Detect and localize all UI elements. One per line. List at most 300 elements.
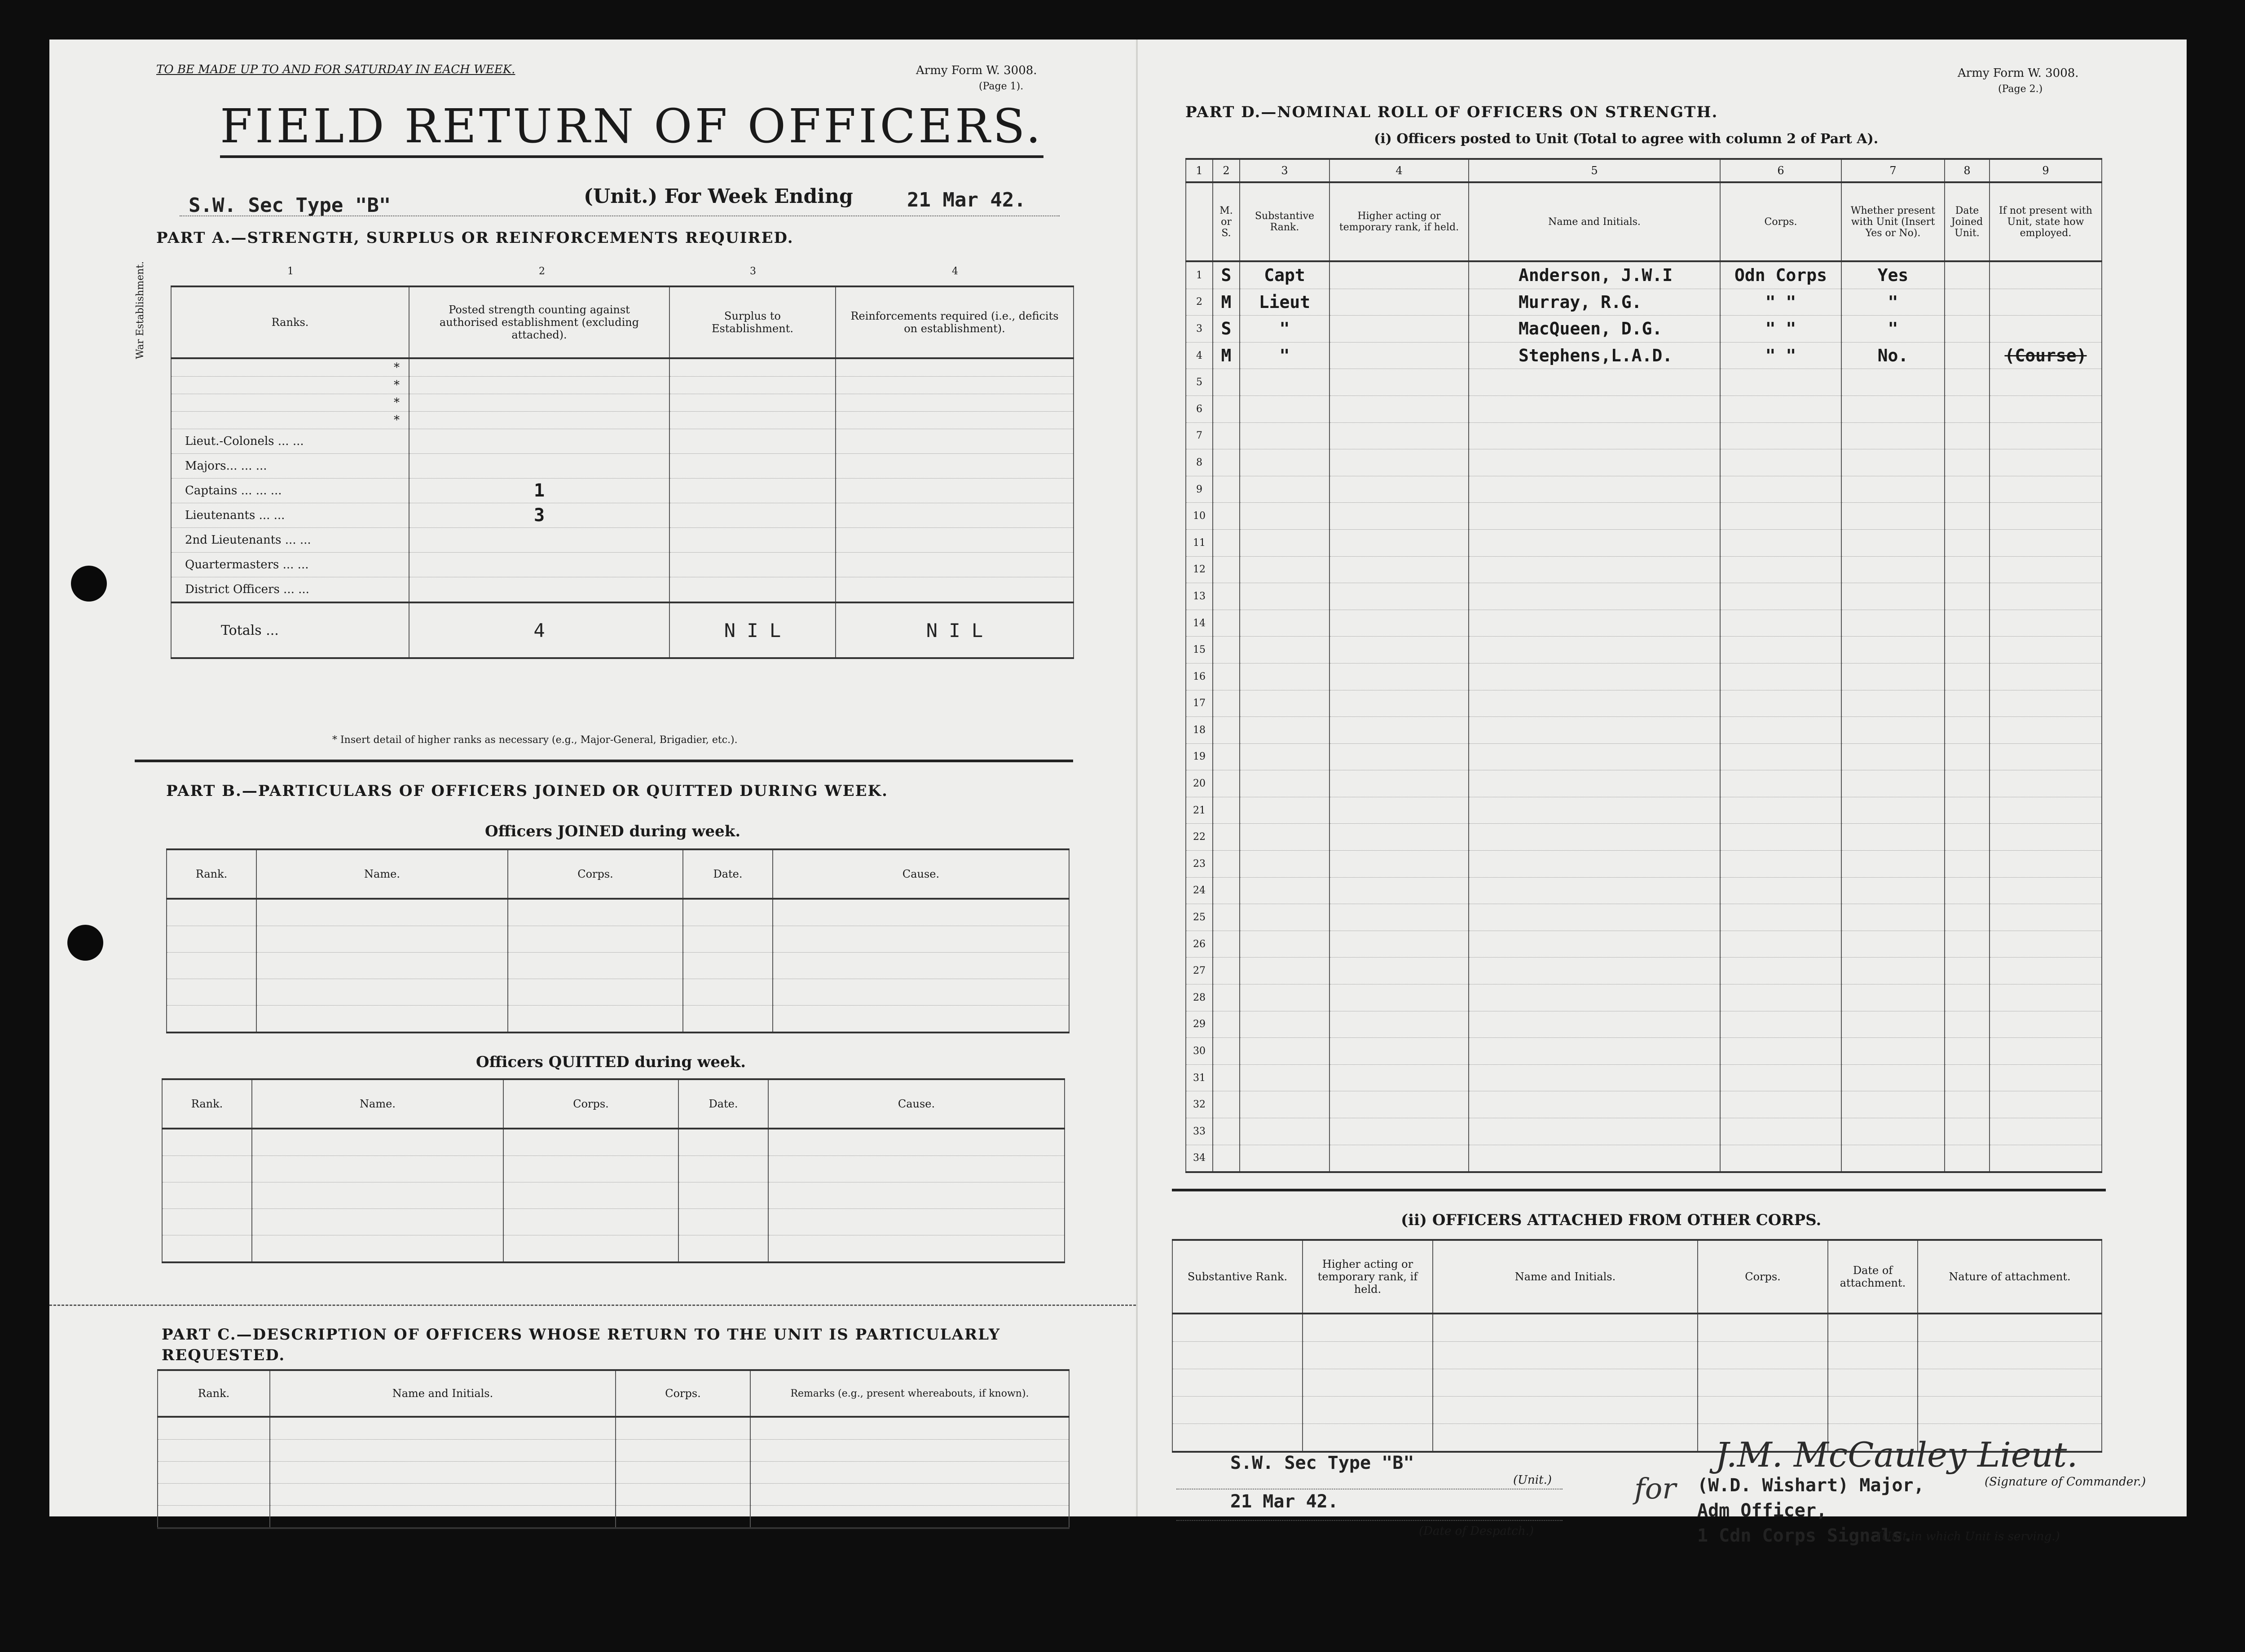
roll-cell-employed <box>1990 316 2102 343</box>
roll-cell-present <box>1841 717 1945 744</box>
form-number: Army Form W. 3008. <box>916 64 1037 77</box>
roll-cell-corps <box>1720 449 1841 476</box>
roll-cell-higher-rank <box>1329 1145 1469 1172</box>
part-c-cell <box>616 1506 750 1529</box>
roll-cell-rank <box>1240 449 1329 476</box>
footer-date-value: 21 Mar 42. <box>1230 1491 1338 1512</box>
nominal-roll-row <box>1186 316 2102 343</box>
part-a-row <box>171 479 1074 503</box>
roll-cell-name <box>1469 958 1720 984</box>
attached-cell <box>1698 1314 1828 1342</box>
rank-label: Captains ... ... ... <box>171 479 409 503</box>
attached-cell <box>1433 1397 1698 1424</box>
nominal-roll-row <box>1186 851 2102 878</box>
reinforcement-cell <box>836 577 1074 603</box>
attached-row <box>1172 1369 2102 1397</box>
roll-cell-corps <box>1720 369 1841 396</box>
roll-cell-rank <box>1240 395 1329 422</box>
surplus-cell <box>669 577 836 603</box>
part-c-cell <box>270 1484 616 1506</box>
roll-cell-higher-rank <box>1329 556 1469 583</box>
roll-cell-rank <box>1240 1118 1329 1145</box>
roll-cell-employed: (Course) <box>1990 342 2102 369</box>
roll-cell-rank <box>1240 369 1329 396</box>
roll-cell-rank <box>1240 743 1329 770</box>
attached-cell <box>1303 1342 1433 1369</box>
roll-cell-present <box>1841 369 1945 396</box>
quitted-row <box>162 1209 1065 1235</box>
reinforcement-cell <box>836 394 1074 412</box>
roll-cell-corps: " " <box>1720 342 1841 369</box>
roll-cell-rank <box>1240 503 1329 530</box>
roll-cell-corps <box>1720 690 1841 717</box>
roll-cell-corps <box>1720 503 1841 530</box>
roll-cell-date <box>1945 529 1990 556</box>
roll-cell-date <box>1945 289 1990 316</box>
joined-cell <box>508 953 683 979</box>
roll-cell-employed <box>1990 1064 2102 1091</box>
unit-label: (Unit.) For Week Ending <box>584 185 853 208</box>
part-c-row <box>158 1417 1069 1440</box>
quitted-cell <box>252 1182 503 1209</box>
roll-cell-present <box>1841 931 1945 958</box>
roll-cell-higher-rank <box>1329 1064 1469 1091</box>
row-number: 5 <box>1186 369 1213 396</box>
roll-cell-date <box>1945 851 1990 878</box>
quitted-cell <box>162 1156 252 1182</box>
roll-cell-employed <box>1990 395 2102 422</box>
roll-cell-present: Yes <box>1841 261 1945 289</box>
roll-cell-date <box>1945 1064 1990 1091</box>
roll-cell-employed <box>1990 851 2102 878</box>
part-c-cell <box>616 1417 750 1440</box>
joined-cell <box>167 1006 256 1033</box>
part-c-cell <box>270 1462 616 1484</box>
nominal-roll-row <box>1186 556 2102 583</box>
nominal-roll-row <box>1186 1064 2102 1091</box>
part-c-cell <box>750 1484 1069 1506</box>
row-number: 6 <box>1186 395 1213 422</box>
roll-cell-employed <box>1990 690 2102 717</box>
part-c-cell <box>750 1462 1069 1484</box>
roll-cell-present <box>1841 797 1945 824</box>
quitted-cell <box>503 1129 678 1156</box>
rank-label: District Officers ... ... <box>171 577 409 603</box>
reinforcement-cell <box>836 528 1074 553</box>
roll-cell-corps <box>1720 1145 1841 1172</box>
attached-cell <box>1303 1397 1433 1424</box>
row-number: 20 <box>1186 770 1213 797</box>
roll-cell-name <box>1469 637 1720 663</box>
attached-table <box>1172 1239 2102 1453</box>
nominal-roll-row <box>1186 476 2102 503</box>
row-number: 26 <box>1186 931 1213 958</box>
footer-date-label: (Date of Despatch.) <box>1419 1525 1534 1538</box>
part-c-cell <box>270 1506 616 1529</box>
roll-cell-present <box>1841 1064 1945 1091</box>
quitted-header-rank: Rank. <box>162 1079 252 1129</box>
roll-cell-higher-rank <box>1329 877 1469 904</box>
roll-cell-higher-rank <box>1329 690 1469 717</box>
part-a-row <box>171 577 1074 603</box>
roll-cell-ms <box>1213 369 1240 396</box>
roll-cell-corps <box>1720 743 1841 770</box>
nominal-roll-row <box>1186 289 2102 316</box>
roll-cell-higher-rank <box>1329 395 1469 422</box>
row-number: 18 <box>1186 717 1213 744</box>
part-a-row <box>171 503 1074 528</box>
attached-cell <box>1828 1369 1918 1397</box>
roll-cell-rank <box>1240 583 1329 610</box>
quitted-header-cause: Cause. <box>768 1079 1065 1129</box>
roll-cell-corps <box>1720 984 1841 1011</box>
commander-line-1: (W.D. Wishart) Major, <box>1697 1475 1924 1496</box>
roll-cell-higher-rank <box>1329 743 1469 770</box>
nominal-roll-row <box>1186 1091 2102 1118</box>
roll-cell-higher-rank <box>1329 1038 1469 1065</box>
roll-cell-date <box>1945 743 1990 770</box>
quitted-cell <box>162 1129 252 1156</box>
roll-cell-present <box>1841 743 1945 770</box>
roll-cell-date <box>1945 369 1990 396</box>
totals-surplus: N I L <box>669 602 836 658</box>
roll-cell-higher-rank <box>1329 476 1469 503</box>
roll-cell-date <box>1945 770 1990 797</box>
commander-line-3: 1 Cdn Corps Signals. <box>1697 1525 1914 1546</box>
roll-cell-ms <box>1213 556 1240 583</box>
quitted-cell <box>678 1235 768 1263</box>
joined-row <box>167 979 1069 1006</box>
attached-cell <box>1172 1397 1303 1424</box>
roll-cell-higher-rank <box>1329 583 1469 610</box>
roll-cell-present <box>1841 1091 1945 1118</box>
roll-cell-date <box>1945 1011 1990 1038</box>
part-c-header-corps: Corps. <box>616 1370 750 1417</box>
row-number: 30 <box>1186 1038 1213 1065</box>
roll-cell-rank <box>1240 797 1329 824</box>
nominal-roll-row <box>1186 1118 2102 1145</box>
attached-cell <box>1698 1369 1828 1397</box>
attached-cell <box>1172 1369 1303 1397</box>
attached-cell <box>1828 1342 1918 1369</box>
roll-cell-name <box>1469 851 1720 878</box>
joined-cell <box>683 953 773 979</box>
roll-cell-date <box>1945 663 1990 690</box>
rank-label: * <box>171 377 409 394</box>
footer-date-line <box>1176 1520 1563 1521</box>
roll-cell-corps <box>1720 422 1841 449</box>
roll-cell-corps <box>1720 931 1841 958</box>
roll-cell-name <box>1469 1118 1720 1145</box>
part-c-header-remarks: Remarks (e.g., present whereabouts, if known). <box>750 1370 1069 1417</box>
unit-line <box>180 215 1060 216</box>
roll-cell-higher-rank <box>1329 449 1469 476</box>
attached-cell <box>1303 1424 1433 1452</box>
part-c-header-name: Name and Initials. <box>270 1370 616 1417</box>
roll-cell-name <box>1469 931 1720 958</box>
quitted-header-date: Date. <box>678 1079 768 1129</box>
attached-row <box>1172 1342 2102 1369</box>
part-d-colnum: 5 <box>1469 159 1720 182</box>
roll-cell-higher-rank <box>1329 1118 1469 1145</box>
posted-value <box>409 528 669 553</box>
roll-cell-present <box>1841 770 1945 797</box>
roll-cell-higher-rank <box>1329 663 1469 690</box>
roll-cell-corps: " " <box>1720 316 1841 343</box>
part-c-cell <box>158 1440 270 1462</box>
nominal-roll-row <box>1186 261 2102 289</box>
reinforcement-cell <box>836 412 1074 429</box>
roll-cell-present <box>1841 904 1945 931</box>
roll-cell-employed <box>1990 583 2102 610</box>
reinforcement-cell <box>836 503 1074 528</box>
roll-cell-ms <box>1213 583 1240 610</box>
roll-cell-name <box>1469 663 1720 690</box>
roll-cell-corps <box>1720 1064 1841 1091</box>
commander-line-2: Adm Officer, <box>1697 1500 1827 1521</box>
posted-value: 3 <box>409 503 669 528</box>
roll-cell-name <box>1469 1038 1720 1065</box>
quitted-cell <box>768 1235 1065 1263</box>
surplus-cell <box>669 503 836 528</box>
part-c-cell <box>750 1440 1069 1462</box>
commander-signature: J.M. McCauley Lieut. <box>1715 1435 2078 1475</box>
roll-cell-ms <box>1213 422 1240 449</box>
roll-cell-ms <box>1213 663 1240 690</box>
row-number: 11 <box>1186 529 1213 556</box>
part-b-title: PART B.—PARTICULARS OF OFFICERS JOINED OR QUITTED DURING WEEK. <box>166 782 888 800</box>
joined-cell <box>508 979 683 1006</box>
row-number: 7 <box>1186 422 1213 449</box>
signature-prefix: for <box>1634 1472 1676 1506</box>
roll-cell-date <box>1945 422 1990 449</box>
roll-cell-present <box>1841 529 1945 556</box>
roll-cell-present <box>1841 877 1945 904</box>
part-d-header: Substantive Rank. <box>1240 182 1329 261</box>
perforation-line <box>49 1305 1136 1306</box>
attached-row <box>1172 1397 2102 1424</box>
page-label: (Page 1). <box>979 81 1024 92</box>
roll-cell-employed <box>1990 529 2102 556</box>
attached-cell <box>1303 1369 1433 1397</box>
attached-cell <box>1172 1314 1303 1342</box>
roll-cell-higher-rank <box>1329 289 1469 316</box>
quitted-cell <box>678 1182 768 1209</box>
reinforcement-cell <box>836 454 1074 479</box>
part-a-row <box>171 454 1074 479</box>
row-number: 16 <box>1186 663 1213 690</box>
posted-value <box>409 577 669 603</box>
row-number: 32 <box>1186 1091 1213 1118</box>
roll-cell-date <box>1945 503 1990 530</box>
roll-cell-name <box>1469 877 1720 904</box>
part-c-row <box>158 1506 1069 1529</box>
nominal-roll-row <box>1186 1011 2102 1038</box>
joined-cell <box>683 899 773 926</box>
signature-label: (Signature of Commander.) <box>1985 1475 2146 1489</box>
posted-value <box>409 454 669 479</box>
roll-cell-name <box>1469 610 1720 637</box>
roll-cell-ms <box>1213 637 1240 663</box>
joined-cell <box>773 979 1069 1006</box>
roll-cell-corps <box>1720 958 1841 984</box>
roll-cell-higher-rank <box>1329 904 1469 931</box>
roll-cell-name <box>1469 1091 1720 1118</box>
posted-value <box>409 429 669 454</box>
part-c-row <box>158 1440 1069 1462</box>
part-a-colnum-3: 3 <box>750 266 756 277</box>
part-d-colnum: 2 <box>1213 159 1240 182</box>
part-a-row <box>171 553 1074 577</box>
row-number: 29 <box>1186 1011 1213 1038</box>
attached-cell <box>1828 1314 1918 1342</box>
roll-cell-ms <box>1213 904 1240 931</box>
form-title: FIELD RETURN OF OFFICERS. <box>220 99 1043 158</box>
roll-cell-ms <box>1213 1145 1240 1172</box>
roll-cell-higher-rank <box>1329 958 1469 984</box>
part-a-footnote: * Insert detail of higher ranks as necessary (e.g., Major-General, Brigadier, etc.). <box>332 734 738 746</box>
roll-cell-date <box>1945 583 1990 610</box>
nominal-roll-row <box>1186 770 2102 797</box>
roll-cell-name <box>1469 556 1720 583</box>
roll-cell-rank: Lieut <box>1240 289 1329 316</box>
part-d-header: Date Joined Unit. <box>1945 182 1990 261</box>
attached-cell <box>1918 1342 2102 1369</box>
quitted-cell <box>252 1156 503 1182</box>
roll-cell-date <box>1945 717 1990 744</box>
roll-cell-present: No. <box>1841 342 1945 369</box>
part-d-title: PART D.—NOMINAL ROLL OF OFFICERS ON STRENGTH. <box>1185 103 1718 121</box>
nominal-roll-row <box>1186 984 2102 1011</box>
reinforcement-cell <box>836 377 1074 394</box>
nominal-roll-row <box>1186 904 2102 931</box>
roll-cell-ms: M <box>1213 342 1240 369</box>
page-fold <box>1136 40 1138 1516</box>
part-c-cell <box>750 1506 1069 1529</box>
row-number: 21 <box>1186 797 1213 824</box>
roll-cell-ms <box>1213 984 1240 1011</box>
joined-row <box>167 953 1069 979</box>
roll-cell-rank <box>1240 877 1329 904</box>
part-d-header: M. or S. <box>1213 182 1240 261</box>
roll-cell-corps <box>1720 824 1841 851</box>
surplus-cell <box>669 553 836 577</box>
roll-cell-name <box>1469 824 1720 851</box>
roll-cell-present <box>1841 1145 1945 1172</box>
quitted-header-name: Name. <box>252 1079 503 1129</box>
attached-cell <box>1698 1342 1828 1369</box>
roll-cell-higher-rank <box>1329 637 1469 663</box>
roll-cell-employed <box>1990 770 2102 797</box>
part-d-header: Name and Initials. <box>1469 182 1720 261</box>
surplus-cell <box>669 377 836 394</box>
joined-header-rank: Rank. <box>167 849 256 899</box>
roll-cell-rank <box>1240 529 1329 556</box>
totals-posted: 4 <box>409 602 669 658</box>
quitted-row <box>162 1182 1065 1209</box>
roll-cell-date <box>1945 1118 1990 1145</box>
part-c-row <box>158 1484 1069 1506</box>
attached-cell <box>1303 1314 1433 1342</box>
attached-title: (ii) OFFICERS ATTACHED FROM OTHER CORPS. <box>1401 1211 1822 1229</box>
roll-cell-name <box>1469 449 1720 476</box>
attached-cell <box>1172 1342 1303 1369</box>
part-d-header: Whether present with Unit (Insert Yes or No). <box>1841 182 1945 261</box>
surplus-cell <box>669 394 836 412</box>
part-a-row <box>171 528 1074 553</box>
roll-cell-employed <box>1990 984 2102 1011</box>
week-ending-value: 21 Mar 42. <box>907 189 1026 211</box>
rank-label: Majors... ... ... <box>171 454 409 479</box>
roll-cell-name <box>1469 422 1720 449</box>
part-d-colnum: 3 <box>1240 159 1329 182</box>
roll-cell-higher-rank <box>1329 984 1469 1011</box>
roll-cell-name <box>1469 717 1720 744</box>
roll-cell-rank <box>1240 1064 1329 1091</box>
rank-label: * <box>171 394 409 412</box>
roll-cell-rank: Capt <box>1240 261 1329 289</box>
quitted-cell <box>252 1235 503 1263</box>
roll-cell-corps <box>1720 1118 1841 1145</box>
quitted-table <box>162 1078 1065 1263</box>
part-a-header-posted: Posted strength counting against authorised establishment (excluding attached). <box>409 286 669 358</box>
roll-cell-corps <box>1720 610 1841 637</box>
row-number: 4 <box>1186 342 1213 369</box>
rank-label: Quartermasters ... ... <box>171 553 409 577</box>
roll-cell-rank <box>1240 1038 1329 1065</box>
roll-cell-employed <box>1990 931 2102 958</box>
roll-cell-higher-rank <box>1329 342 1469 369</box>
part-d-header: Higher acting or temporary rank, if held. <box>1329 182 1469 261</box>
attached-header: Higher acting or temporary rank, if held. <box>1303 1240 1433 1314</box>
nominal-roll-row <box>1186 422 2102 449</box>
row-number: 28 <box>1186 984 1213 1011</box>
punch-hole-bottom <box>67 925 103 961</box>
joined-cell <box>773 953 1069 979</box>
posted-value <box>409 412 669 429</box>
roll-cell-employed <box>1990 958 2102 984</box>
part-c-cell <box>616 1462 750 1484</box>
roll-cell-rank <box>1240 851 1329 878</box>
roll-cell-ms <box>1213 743 1240 770</box>
roll-cell-higher-rank <box>1329 770 1469 797</box>
row-number: 8 <box>1186 449 1213 476</box>
row-number: 3 <box>1186 316 1213 343</box>
nominal-roll-row <box>1186 369 2102 396</box>
nominal-roll-row <box>1186 583 2102 610</box>
roll-cell-employed <box>1990 797 2102 824</box>
joined-cell <box>256 926 508 953</box>
quitted-cell <box>768 1209 1065 1235</box>
joined-cell <box>256 1006 508 1033</box>
part-c-title: PART C.—DESCRIPTION OF OFFICERS WHOSE RETURN TO THE UNIT IS PARTICULARLY REQUESTED. <box>162 1326 1001 1364</box>
roll-cell-name <box>1469 395 1720 422</box>
part-c-table <box>157 1369 1070 1529</box>
roll-cell-corps <box>1720 637 1841 663</box>
roll-cell-employed <box>1990 369 2102 396</box>
roll-cell-name <box>1469 743 1720 770</box>
roll-cell-higher-rank <box>1329 529 1469 556</box>
roll-cell-present <box>1841 984 1945 1011</box>
roll-cell-date <box>1945 877 1990 904</box>
roll-cell-ms <box>1213 797 1240 824</box>
quitted-cell <box>252 1209 503 1235</box>
quitted-row <box>162 1235 1065 1263</box>
joined-header-corps: Corps. <box>508 849 683 899</box>
nominal-roll-row <box>1186 877 2102 904</box>
posted-value <box>409 358 669 377</box>
roll-cell-name <box>1469 1145 1720 1172</box>
